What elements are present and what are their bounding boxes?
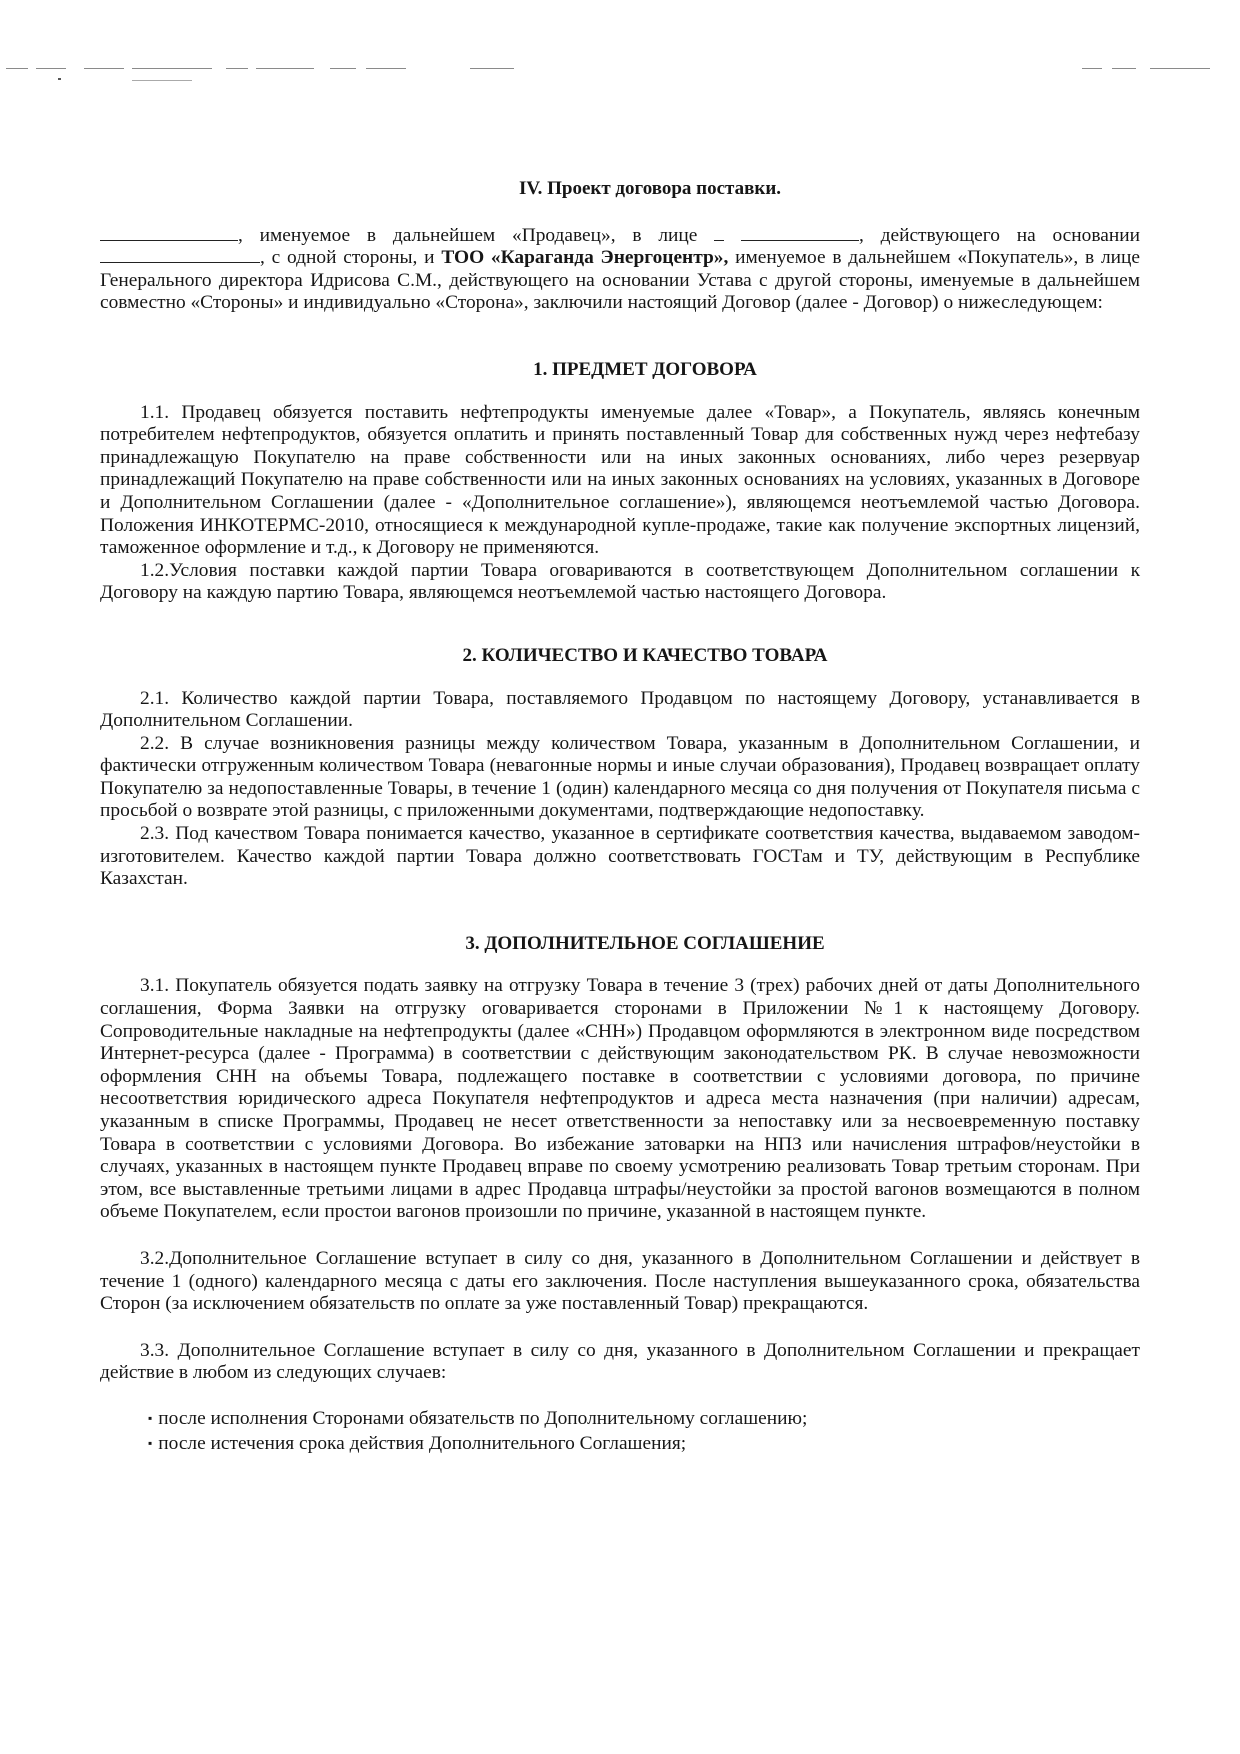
preamble-paragraph	[100, 225, 1140, 315]
contract-page	[100, 178, 1140, 1456]
clause-1-1: 1.1. Продавец обязуется поставить нефтепродукты именуемые далее «Товар», а Покупатель, являясь конечным потребителем нефтепродуктов, обязуется оплатить и принять поставленный Товар для собственных нужд через нефтебазу принадлежащую Покупателю на праве собственности или на иных законных основаниях, либо через резервуар принадлежащий Покупателю на праве собственности или на иных законных основаниях на условиях, указанных в Договоре и Дополнительном Соглашении (далее - «Дополнительное соглашение»), являющемся неотъемлемой частью Договора. Положения ИНКОТЕРМС-2010, относящиеся к международной купле-продаже, такие как получение экспортных лицензий, таможенное оформление и т.д., к Договору не применяются.	[100, 401, 1140, 559]
representative-blank	[741, 225, 859, 241]
clause-2-2: 2.2. В случае возникновения разницы между количеством Товара, указанным в Дополнительном Соглашении, и фактически отгруженным количеством Товара (невагонные нормы и иные случаи образования), Продавец возвращает оплату Покупателю за недопоставленные Товары, в течение 1 (один) календарного месяца со дня получения от Покупателя письма с просьбой о возврате этой разницы, с приложенными документами, подтверждающие недопоставку.	[100, 732, 1140, 822]
list-item: ▪ после истечения срока действия Дополнительного Соглашения;	[148, 1432, 1140, 1456]
clause-1-2: 1.2.Условия поставки каждой партии Товара оговариваются в соответствующем Дополнительном соглашении к Договору на каждую партию Товара, являющемся неотъемлемой частью настоящего Договора.	[100, 559, 1140, 604]
buyer-party-name: ТОО «Караганда Энергоцентр»,	[441, 247, 729, 269]
clause-3-1: 3.1. Покупатель обязуется подать заявку на отгрузку Товара в течение 3 (трех) рабочих дней от даты Дополнительного соглашения, Форма Заявки на отгрузку оговаривается сторонами в Приложении №1 к настоящему Договору. Сопроводительные накладные на нефтепродукты (далее «СНН») Продавцом оформляются в электронном виде посредством Интернет-ресурса (далее - Программа) в соответствии с действующим законодательством РК. В случае невозможности оформления СНН на объемы Товара, подлежащего поставке в соответствии с условиями договора, по причине несоответствия юридического адреса Покупателя нефтепродуктов и адреса места назначения (при наличии) адресам, указанным в списке Программы, Продавец не несет ответственности за непоставку или за несвоевременную поставку Товара в соответствии с условиями Договора. Во избежание затоварки на НПЗ или начисления штрафов/неустойки в случаях, указанных в настоящем пункте Продавец вправе по своему усмотрению реализовать Товар третьим сторонам. При этом, все выставленные третьими лицами в адрес Продавца штрафы/неустойки за простой вагонов возмещаются в полном объеме Покупателем, если простои вагонов произошли по причине, указанной в настоящем пункте.	[100, 975, 1140, 1223]
termination-cases-list	[100, 1407, 1140, 1455]
section-2-heading: 2. КОЛИЧЕСТВО И КАЧЕСТВО ТОВАРА	[462, 644, 828, 666]
seller-name-blank	[100, 225, 238, 241]
section-1-heading: 1. ПРЕДМЕТ ДОГОВОРА	[533, 358, 757, 380]
representative-blank-a	[714, 225, 724, 241]
scan-artifact-line	[0, 68, 1240, 74]
list-item: ▪ после исполнения Сторонами обязательств по Дополнительному соглашению;	[148, 1407, 1140, 1431]
clause-2-3: 2.3. Под качеством Товара понимается качество, указанное в сертификате соответствия качества, выдаваемом заводом-изготовителем. Качество каждой партии Товара должно соответствовать ГОСТам и ТУ, действующим в Республике Казахстан.	[100, 823, 1140, 890]
clause-3-2: 3.2.Дополнительное Соглашение вступает в силу со дня, указанного в Дополнительном Соглашении и действует в течение 1 (одного) календарного месяца с даты его заключения. После наступления вышеуказанного срока, обязательства Сторон (за исключением обязательств по оплате за уже поставленный Товар) прекращаются.	[100, 1247, 1140, 1315]
preamble-text-2: , действующего на основании	[858, 224, 1140, 246]
section-3-heading: 3. ДОПОЛНИТЕЛЬНОЕ СОГЛАШЕНИЕ	[465, 932, 825, 954]
preamble-text-1: , именуемое в дальнейшем «Продавец», в лице	[238, 224, 698, 246]
preamble-text-3: , с одной стороны, и	[260, 247, 435, 269]
clause-2-1: 2.1. Количество каждой партии Товара, поставляемого Продавцом по настоящему Договору, устанавливается в Дополнительном Соглашении.	[100, 687, 1140, 732]
basis-blank	[100, 247, 260, 263]
preamble-text-4: именуемое в дальнейшем «Покупатель», в лице Генерального директора Идрисова С.М., действующего на основании Устава с другой стороны, именуемые в дальнейшем совместно «Стороны» и индивидуально «Сторона», заключили настоящий Договор (далее - Договор) о нижеследующем:	[100, 247, 1140, 314]
document-title: IV. Проект договора поставки.	[518, 178, 782, 199]
clause-3-3: 3.3. Дополнительное Соглашение вступает в силу со дня, указанного в Дополнительном Соглашении и прекращает действие в любом из следующих случаев:	[100, 1339, 1140, 1384]
